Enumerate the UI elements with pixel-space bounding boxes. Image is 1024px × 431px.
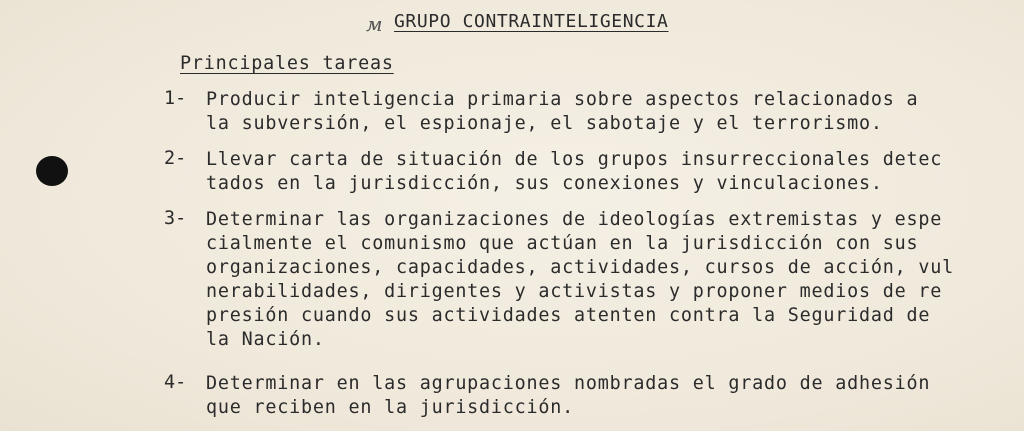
item-line: nerabilidades, dirigentes y activistas y proponer medios de re: [206, 281, 943, 302]
handwritten-margin-mark: м: [366, 12, 383, 36]
punch-hole: [36, 156, 68, 186]
item-line: la Nación.: [206, 329, 325, 350]
item-line: presión cuando sus actividades atenten contra la Seguridad de: [206, 305, 931, 326]
item-number: 4-: [164, 372, 187, 393]
item-line: la subversión, el espionaje, el sabotaje y el terrorismo.: [206, 113, 883, 134]
item-number: 2-: [164, 148, 187, 169]
item-line: que reciben en la jurisdicción.: [206, 397, 575, 418]
section-subtitle: Principales tareas: [180, 53, 394, 74]
item-line: tados en la jurisdicción, sus conexiones y vinculaciones.: [206, 173, 883, 194]
item-line: organizaciones, capacidades, actividades, cursos de acción, vul: [206, 257, 954, 278]
item-line: Producir inteligencia primaria sobre aspectos relacionados a: [206, 89, 919, 110]
item-line: cialmente el comunismo que actúan en la jurisdicción con sus: [206, 233, 919, 254]
item-line: Determinar las organizaciones de ideologías extremistas y espe: [206, 209, 943, 230]
item-number: 1-: [164, 88, 187, 109]
document-title: GRUPO CONTRAINTELIGENCIA: [394, 11, 669, 32]
item-number: 3-: [164, 208, 187, 229]
item-line: Llevar carta de situación de los grupos insurreccionales detec: [206, 149, 943, 170]
item-line: Determinar en las agrupaciones nombradas el grado de adhesión: [206, 373, 931, 394]
